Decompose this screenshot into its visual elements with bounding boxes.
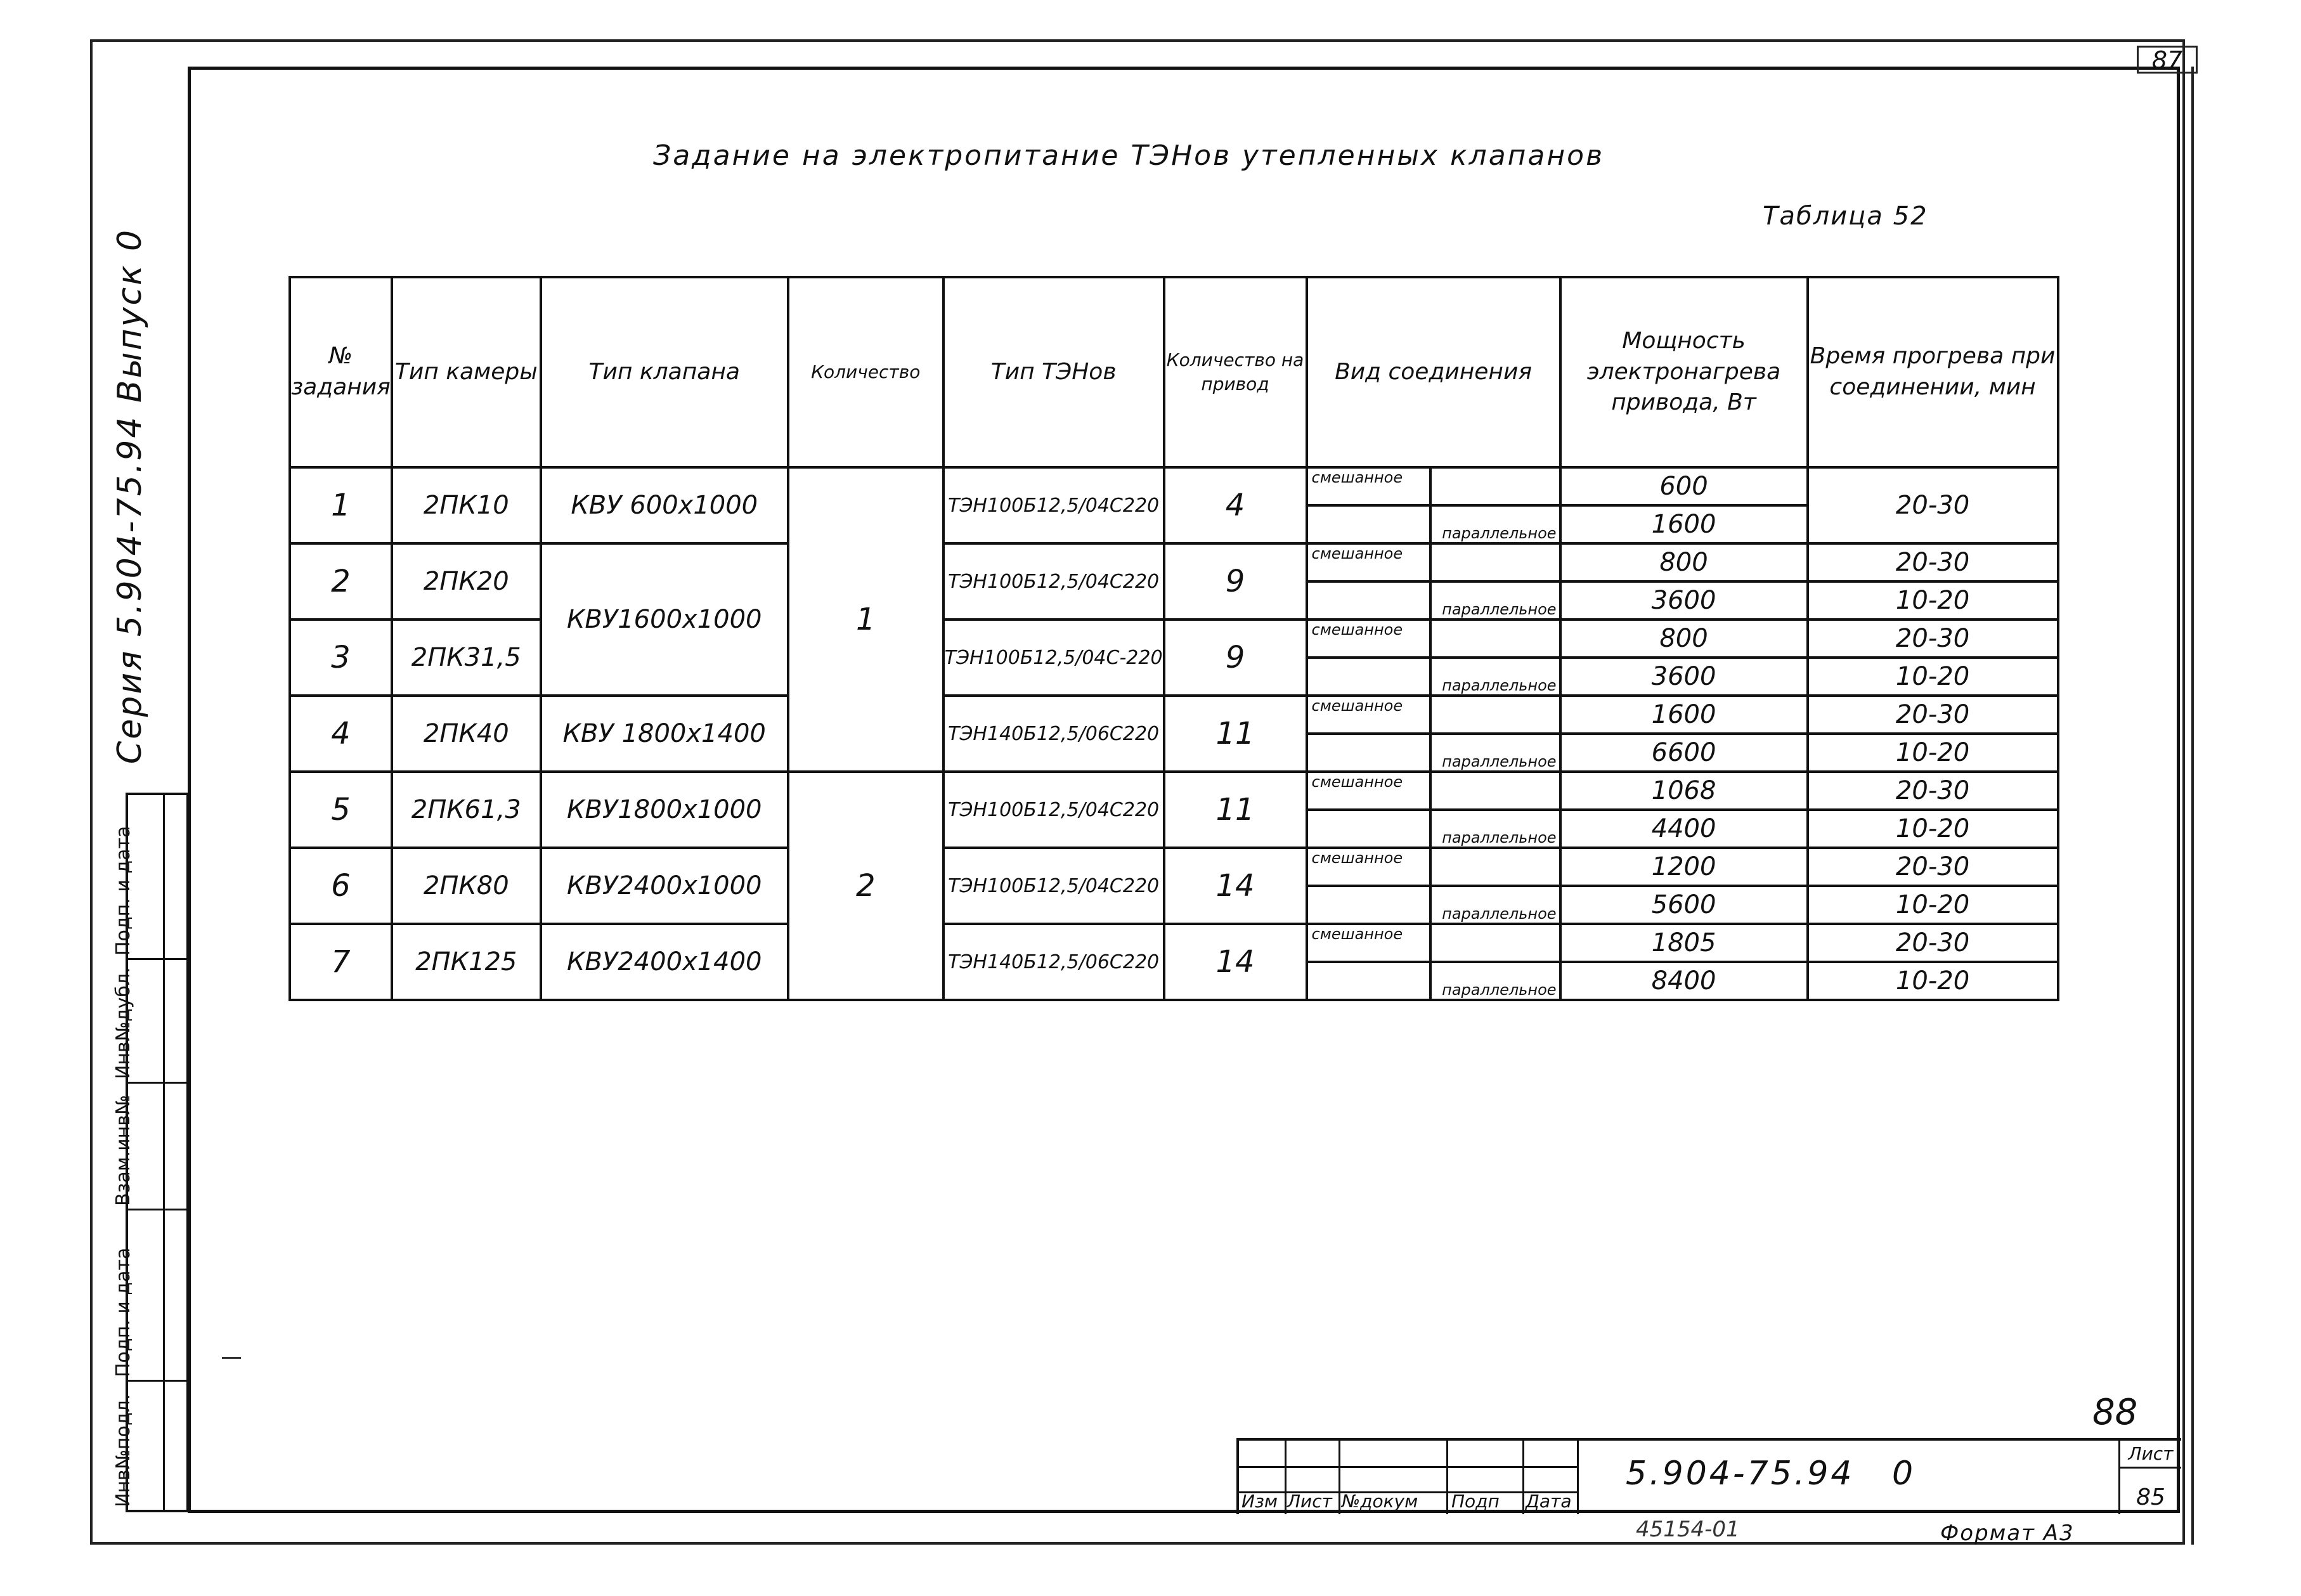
margin-mark	[222, 1357, 241, 1359]
cell-valve: КВУ1800х1000	[541, 772, 788, 848]
cell-warmup-mixed: 20-30	[1808, 467, 2058, 543]
cell-conn-parallel: параллельное	[1430, 734, 1560, 772]
cell-power-mixed: 1068	[1560, 772, 1808, 810]
header-qty-per-drive: Количество на привод	[1164, 277, 1307, 467]
cell-chamber: 2ПК31,5	[392, 620, 541, 696]
cell-task-no: 5	[290, 772, 392, 848]
header-warmup: Время прогрева при соединении, мин	[1808, 277, 2058, 467]
cell-conn-empty	[1430, 924, 1560, 962]
cell-conn-parallel: параллельное	[1430, 505, 1560, 543]
cell-warmup-parallel: 10-20	[1808, 581, 2058, 620]
cell-qty-per-drive: 9	[1164, 620, 1307, 696]
stamp-label-sheet: Лист	[1287, 1491, 1332, 1512]
header-quantity: Количество	[788, 277, 943, 467]
cell-conn-parallel: параллельное	[1430, 810, 1560, 848]
cell-conn-parallel: параллельное	[1430, 962, 1560, 1000]
cell-conn-empty	[1430, 696, 1560, 734]
cell-power-mixed: 1805	[1560, 924, 1808, 962]
cell-chamber: 2ПК125	[392, 924, 541, 1000]
cell-conn-empty	[1430, 620, 1560, 658]
handwritten-number: 88	[2092, 1392, 2138, 1433]
cell-conn-parallel: параллельное	[1430, 581, 1560, 620]
cell-conn-mixed: смешанное	[1307, 772, 1430, 810]
cell-warmup-mixed: 20-30	[1808, 848, 2058, 886]
cell-warmup-parallel: 10-20	[1808, 658, 2058, 696]
cell-conn-empty	[1430, 772, 1560, 810]
cell-power-parallel: 1600	[1560, 505, 1808, 543]
cell-qty-per-drive: 11	[1164, 696, 1307, 772]
inventory-scribble: 45154-01	[1636, 1517, 1740, 1542]
side-cell: Инв№подл.	[128, 1382, 186, 1510]
cell-valve: КВУ2400х1400	[541, 924, 788, 1000]
cell-warmup-mixed: 20-30	[1808, 620, 2058, 658]
cell-power-mixed: 800	[1560, 620, 1808, 658]
cell-conn-mixed: смешанное	[1307, 696, 1430, 734]
cell-conn-empty	[1430, 543, 1560, 581]
cell-warmup-mixed: 20-30	[1808, 696, 2058, 734]
cell-ten: ТЭН140Б12,5/06С220	[943, 696, 1164, 772]
cell-qty-per-drive: 11	[1164, 772, 1307, 848]
side-cell: Взам.инв№	[128, 1084, 186, 1210]
sheet-number: 85	[2136, 1484, 2165, 1510]
issue-number: 0	[1892, 1455, 1914, 1493]
document-title: Задание на электропитание ТЭНов утепленных клапанов	[653, 139, 1605, 172]
cell-quantity-group: 1	[788, 467, 943, 772]
cell-ten: ТЭН100Б12,5/04С-220	[943, 620, 1164, 696]
side-stamp	[112, 793, 189, 1512]
cell-conn-empty	[1307, 886, 1430, 924]
cell-power-mixed: 1600	[1560, 696, 1808, 734]
cell-task-no: 7	[290, 924, 392, 1000]
cell-task-no: 1	[290, 467, 392, 543]
cell-conn-mixed: смешанное	[1307, 467, 1430, 505]
sheet-label: Лист	[2120, 1443, 2181, 1469]
title-block-grid	[1239, 1441, 1579, 1514]
cell-conn-mixed: смешанное	[1307, 620, 1430, 658]
cell-chamber: 2ПК20	[392, 543, 541, 620]
cell-ten: ТЭН100Б12,5/04С220	[943, 772, 1164, 848]
side-cell: Инв№дубл.	[128, 960, 186, 1084]
cell-valve: КВУ 600х1000	[541, 467, 788, 543]
cell-task-no: 2	[290, 543, 392, 620]
format-label: Формат А3	[1940, 1521, 2075, 1546]
cell-chamber: 2ПК61,3	[392, 772, 541, 848]
cell-power-mixed: 600	[1560, 467, 1808, 505]
cell-conn-mixed: смешанное	[1307, 848, 1430, 886]
cell-ten: ТЭН140Б12,5/06С220	[943, 924, 1164, 1000]
cell-valve: КВУ1600х1000	[541, 543, 788, 696]
cell-qty-per-drive: 14	[1164, 924, 1307, 1000]
header-power: Мощность электронагрева привода, Вт	[1560, 277, 1808, 467]
cell-conn-mixed: смешанное	[1307, 924, 1430, 962]
cell-warmup-mixed: 20-30	[1808, 924, 2058, 962]
cell-conn-empty	[1307, 810, 1430, 848]
page-number: 87	[2137, 46, 2198, 74]
cell-conn-empty	[1307, 505, 1430, 543]
cell-chamber: 2ПК40	[392, 696, 541, 772]
cell-power-parallel: 3600	[1560, 658, 1808, 696]
cell-ten: ТЭН100Б12,5/04С220	[943, 467, 1164, 543]
cell-chamber: 2ПК80	[392, 848, 541, 924]
title-block	[1236, 1438, 2181, 1514]
cell-warmup-mixed: 20-30	[1808, 543, 2058, 581]
cell-conn-empty	[1307, 734, 1430, 772]
cell-warmup-mixed: 20-30	[1808, 772, 2058, 810]
cell-valve: КВУ 1800х1400	[541, 696, 788, 772]
cell-conn-empty	[1307, 962, 1430, 1000]
cell-power-mixed: 1200	[1560, 848, 1808, 886]
cell-conn-parallel: параллельное	[1430, 658, 1560, 696]
cell-power-parallel: 8400	[1560, 962, 1808, 1000]
document-code: 5.904-75.94	[1626, 1455, 1855, 1493]
side-cell: Подп. и дата	[128, 795, 186, 960]
cell-qty-per-drive: 4	[1164, 467, 1307, 543]
stamp-label-date: Дата	[1526, 1491, 1572, 1512]
header-valve-type: Тип клапана	[541, 277, 788, 467]
cell-warmup-parallel: 10-20	[1808, 886, 2058, 924]
cell-power-parallel: 4400	[1560, 810, 1808, 848]
cell-valve: КВУ2400х1000	[541, 848, 788, 924]
header-connection: Вид соединения	[1307, 277, 1560, 467]
series-side-label: Серия 5.904-75.94 Выпуск 0	[111, 228, 149, 764]
cell-warmup-parallel: 10-20	[1808, 734, 2058, 772]
stamp-label-signature: Подп	[1451, 1491, 1500, 1512]
cell-warmup-parallel: 10-20	[1808, 962, 2058, 1000]
table-label: Таблица 52	[1763, 202, 1928, 231]
cell-power-mixed: 800	[1560, 543, 1808, 581]
header-task-no: № задания	[290, 277, 392, 467]
cell-task-no: 4	[290, 696, 392, 772]
cell-conn-empty	[1307, 658, 1430, 696]
sheet-box	[2118, 1441, 2181, 1514]
side-cell: Подп. и дата	[128, 1210, 186, 1382]
cell-ten: ТЭН100Б12,5/04С220	[943, 848, 1164, 924]
cell-task-no: 6	[290, 848, 392, 924]
cell-quantity-group: 2	[788, 772, 943, 1000]
stamp-label-change: Изм	[1241, 1491, 1278, 1512]
stamp-label-docnum: №докум	[1342, 1491, 1418, 1512]
cell-qty-per-drive: 9	[1164, 543, 1307, 620]
cell-power-parallel: 3600	[1560, 581, 1808, 620]
cell-power-parallel: 6600	[1560, 734, 1808, 772]
cell-task-no: 3	[290, 620, 392, 696]
cell-conn-mixed: смешанное	[1307, 543, 1430, 581]
header-chamber-type: Тип камеры	[392, 277, 541, 467]
frame-right-strip	[2180, 67, 2194, 1545]
cell-warmup-parallel: 10-20	[1808, 810, 2058, 848]
cell-qty-per-drive: 14	[1164, 848, 1307, 924]
cell-conn-empty	[1430, 848, 1560, 886]
cell-conn-empty	[1430, 467, 1560, 505]
header-ten-type: Тип ТЭНов	[943, 277, 1164, 467]
cell-power-parallel: 5600	[1560, 886, 1808, 924]
power-supply-table	[288, 276, 2059, 1001]
cell-conn-empty	[1307, 581, 1430, 620]
cell-ten: ТЭН100Б12,5/04С220	[943, 543, 1164, 620]
cell-chamber: 2ПК10	[392, 467, 541, 543]
cell-conn-parallel: параллельное	[1430, 886, 1560, 924]
